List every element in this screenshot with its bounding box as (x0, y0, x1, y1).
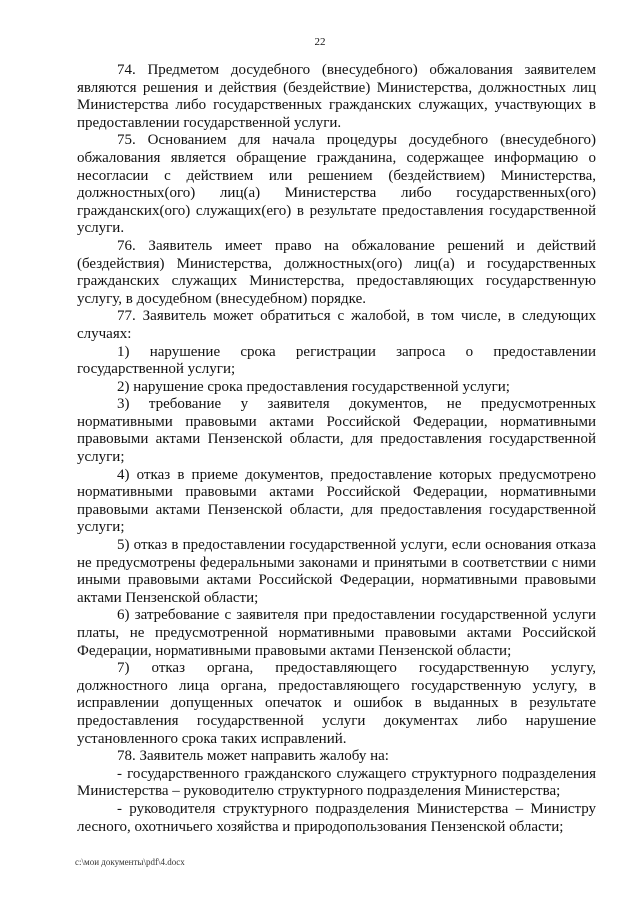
list-item-77-3: 3) требование у заявителя документов, не предусмотренных нормативными правовыми актами Российской Федерации, нормативными правовыми актами Пензенской области, для предоставления государственной услуги; (77, 396, 596, 466)
list-item-77-5: 5) отказ в предоставлении государственной услуги, если основания отказа не предусмотрены федеральными законами и принятыми в соответствии с ними иными правовыми актами Российской Федерации, нормативными правовыми актами Пензенской области; (77, 537, 596, 606)
paragraph-77: 77. Заявитель может обратиться с жалобой, в том числе, в следующих случаях: (77, 308, 596, 342)
list-item-77-2: 2) нарушение срока предоставления государственной услуги; (117, 378, 510, 395)
paragraph-75: 75. Основанием для начала процедуры досудебного (внесудебного) обжалования является обращение гражданина, содержащее информацию о несогласии с действием или решением (бездействием) Министерства, должностных(ого) лиц(а) Министерства либо государственных(ого) гражданских(ого) служащих(его) в результате предоставления государственной услуги. (77, 132, 596, 237)
list-item-78-2: - руководителя структурного подразделения Министерства – Министру лесного, охотничьего хозяйства и природопользования Пензенской области; (77, 800, 596, 835)
page-number: 22 (314, 36, 326, 48)
footer-file-path: c:\мои документы\pdf\4.docx (75, 857, 185, 867)
list-item-78-1: - государственного гражданского служащего структурного подразделения Министерства – руководителю структурного подразделения Министерства; (77, 765, 596, 800)
paragraph-78: 78. Заявитель может направить жалобу на: (117, 748, 389, 765)
list-item-77-7: 7) отказ органа, предоставляющего государственную услугу, должностного лица органа, предоставляющего государственную услугу, в исправлении допущенных опечаток и ошибок в выданных в результате предоставления государственной услуги документах либо нарушение установленного срока таких исправлений. (77, 660, 596, 747)
list-item-77-4: 4) отказ в приеме документов, предоставление которых предусмотрено нормативными правовыми актами Российской Федерации, нормативными правовыми актами Пензенской области, для предоставления государственной услуги; (77, 466, 596, 536)
list-item-77-6: 6) затребование с заявителя при предоставлении государственной услуги платы, не предусмотренной нормативными правовыми актами Российской Федерации, нормативными правовыми актами Пензенской области; (77, 607, 596, 659)
list-item-77-1: 1) нарушение срока регистрации запроса о предоставлении государственной услуги; (77, 343, 596, 378)
paragraph-74: 74. Предметом досудебного (внесудебного) обжалования заявителем являются решения и действия (бездействие) Министерства, должностных лиц Министерства либо государственных гражданских служащих, участвующих в предоставлении государственной услуги. (77, 62, 596, 131)
document-body (77, 62, 596, 836)
paragraph-76: 76. Заявитель имеет право на обжалование решений и действий (бездействия) Министерства, должностных(ого) лиц(а) и государственных гражданских служащих Министерства, предоставляющих государственную услугу, в досудебном (внесудебном) порядке. (77, 237, 596, 307)
